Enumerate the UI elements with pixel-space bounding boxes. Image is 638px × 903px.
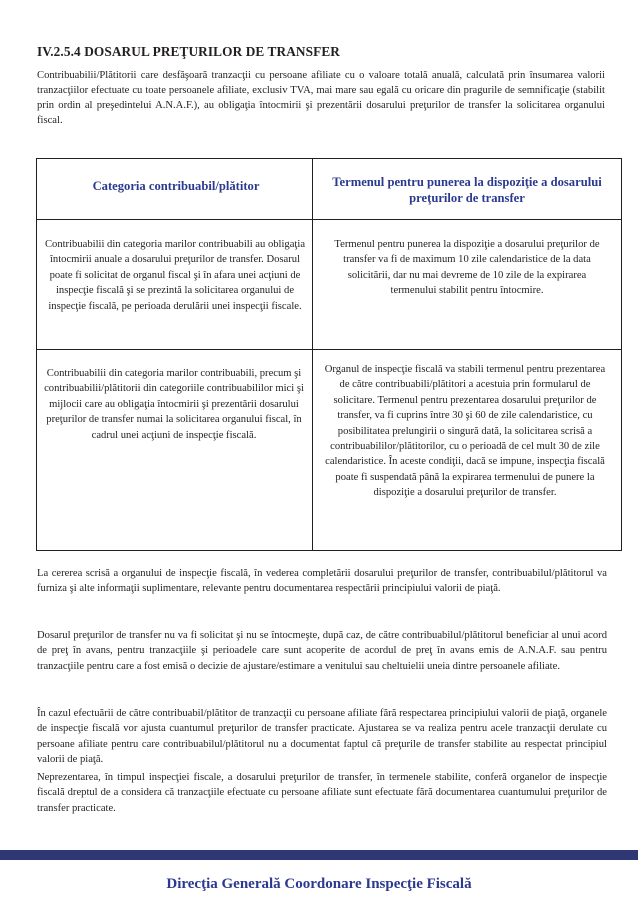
header-category: Categoria contribuabil/plătitor: [92, 179, 260, 193]
table-bottom-border: [36, 550, 622, 551]
transfer-pricing-table: [36, 158, 622, 551]
table-row-divider: [36, 349, 622, 350]
row1-deadline: Termenul pentru punerea la dispoziţie a dosarului preţurilor de transfer va fi de maximum 10 zile calendaristice de la data solicitării, dar nu mai devreme de 10 zile de la expirarea termenului stabilit pentru întocmire.: [334, 239, 600, 297]
table-header-divider: [36, 219, 622, 220]
paragraph-price-adjustment: În cazul efectuării de către contribuabil/plătitor de tranzacţii cu persoane afiliate fără respectarea principiului valorii de piaţă, organele de inspecţie fiscală vor ajusta cuantumul preţurilor de transfer practicate. Ajustarea se va realiza pentru acele tranzacţii derulate cu persoane afiliate pentru care contribuabilul/plătitorul nu a documentat faptul că preţurile de transfer stabilite au respectat principiul valorii de piaţă.: [37, 708, 607, 765]
paragraph-apa-exemption: Dosarul preţurilor de transfer nu va fi solicitat şi nu se întocmeşte, după caz, de către contribuabilul/plătitorul beneficiar al unui acord de preţ în avans, pentru tranzacţiile şi perioadele care sunt acoperite de acordul de preţ în avans emis de A.N.A.F. sau pentru tranzacţiile pentru care a fost emisă o decizie de ajustare/estimare a venitului sau cheltuielii uneia dintre persoanele afiliate.: [37, 630, 607, 672]
footer-band: [0, 850, 638, 860]
footer-title: Direcţia Generală Coordonare Inspecţie Fiscală: [166, 876, 472, 892]
row2-deadline: Organul de inspecţie fiscală va stabili termenul pentru prezentarea de către contribuabili/plătitori a acestuia prin formularul de solicitare. Termenul pentru prezentarea dosarului preţurilor de transfer, va fi cuprins între 30 şi 60 de zile calendaristice, cu posibilitatea prelungirii o singură dată, la solicitarea scrisă a contribuabililor/plătitorilor, cu o perioadă de cel mult 30 de zile calendaristice. În aceste condiţii, dacă se impune, inspecţia fiscală poate fi suspendată până la expirarea termenului de punere la dispoziţie a dosarului preţurilor de transfer.: [324, 364, 606, 499]
paragraph-additional-info: La cererea scrisă a organului de inspecţie fiscală, în vederea completării dosarului preţurilor de transfer, contribuabilul/plătitorul va furniza şi alte informaţii suplimentare, relevante pentru documentarea respectării principiului valorii de piaţă.: [37, 568, 607, 595]
row2-category: Contribuabilii din categoria marilor contribuabili, precum şi contribuabilii/plătitorii din categoriile contribuabililor mici şi mijlocii care au obligaţia întocmirii şi prezentării dosarului preţurilor de transfer numai la solicitarea organului fiscal, în cadrul unei acţiuni de inspecţie fiscală.: [44, 368, 304, 441]
table-top-border: [36, 158, 622, 159]
section-heading: IV.2.5.4 DOSARUL PREŢURILOR DE TRANSFER: [37, 44, 341, 59]
table-column-divider: [312, 158, 313, 551]
table-left-border: [36, 158, 37, 551]
table-right-border: [621, 158, 622, 551]
row1-category: Contribuabilii din categoria marilor contribuabili au obligaţia întocmirii anuale a dosarului preţurilor de transfer. Dosarul poate fi solicitat de organul fiscal şi în afara unei acţiuni de inspecţie fiscală şi se prezintă la solicitarea organului de inspecţie fiscală, pe perioada derulării unei inspecţii fiscale.: [44, 239, 306, 312]
paragraph-non-submission: Neprezentarea, în timpul inspecţiei fiscale, a dosarului preţurilor de transfer, în termenele stabilite, conferă organelor de inspecţie fiscală dreptul de a considera că tranzacţiile efectuate cu persoane afiliate sunt efectuate fără documentarea cuantumului preţurilor de transfer practicate.: [37, 772, 607, 814]
intro-paragraph: Contribuabilii/Plătitorii care desfăşoară tranzacţii cu persoane afiliate cu o valoare totală anuală, calculată prin însumarea valorii tranzacţiilor efectuate cu toate persoanele afiliate, exclusiv TVA, mai mare sau egală cu oricare din pragurile de semnificaţie (stabilit prin ordin al preşedintelui A.N.A.F.), au obligaţia întocmirii şi prezentării dosarului preţurilor de transfer la solicitarea organului fiscal.: [37, 70, 605, 126]
header-deadline: Termenul pentru punerea la dispoziţie a dosarului preţurilor de transfer: [332, 175, 602, 205]
